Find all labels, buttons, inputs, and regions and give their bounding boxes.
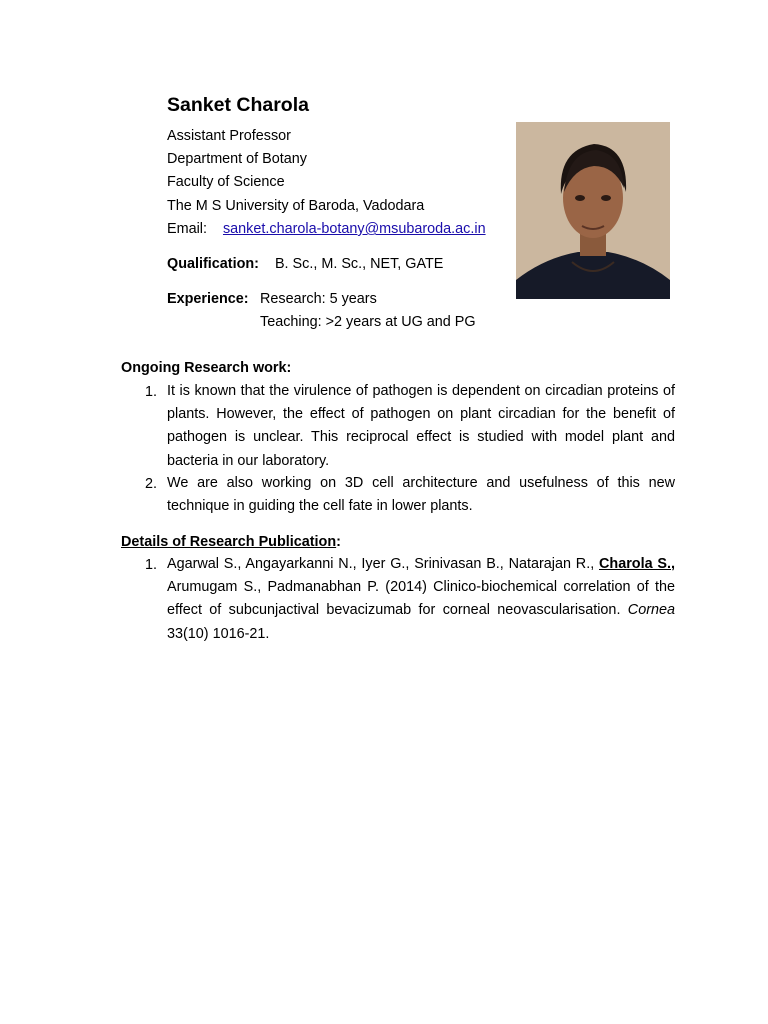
profile-photo bbox=[516, 122, 670, 299]
publications-heading: Details of Research Publication: bbox=[121, 534, 341, 550]
qualification-value: B. Sc., M. Sc., NET, GATE bbox=[274, 256, 444, 272]
publication-details: Arumugam S., Padmanabhan P. (2014) Clinico-biochemical correlation of the effect of subcunjactival bevacizumab for corneal neovascularisation. bbox=[167, 579, 675, 619]
faculty: Faculty of Science bbox=[167, 174, 285, 190]
journal-name: Cornea bbox=[627, 602, 675, 619]
email-link[interactable]: sanket.charola-botany@msubaroda.ac.in bbox=[222, 221, 486, 237]
experience-label: Experience: bbox=[167, 291, 249, 307]
qualification-row bbox=[167, 256, 443, 272]
publication-authors: Agarwal S., Angayarkanni N., Iyer G., Srinivasan B., Natarajan R., bbox=[167, 556, 600, 572]
department: Department of Botany bbox=[167, 151, 307, 167]
email-label: Email: bbox=[167, 221, 207, 237]
publication-citation: 33(10) 1016-21. bbox=[167, 625, 270, 642]
qualification-label: Qualification: bbox=[167, 256, 259, 272]
experience-research: Research: 5 years bbox=[260, 291, 377, 307]
publication-item-1-number: 1. bbox=[145, 557, 158, 573]
publication-item-1-text bbox=[167, 553, 675, 646]
university: The M S University of Baroda, Vadodara bbox=[167, 198, 425, 214]
research-item-2-text: We are also working on 3D cell architecture and usefulness of this new technique in guiding the cell fate in lower plants. bbox=[167, 475, 675, 515]
highlighted-author: Charola S., bbox=[599, 556, 675, 572]
experience-teaching: Teaching: >2 years at UG and PG bbox=[260, 314, 476, 330]
research-heading: Ongoing Research work: bbox=[121, 360, 292, 376]
research-item-1-number: 1. bbox=[145, 384, 158, 400]
research-item-2-number: 2. bbox=[145, 476, 158, 492]
page-title: Sanket Charola bbox=[167, 94, 309, 116]
email-row bbox=[167, 221, 486, 237]
designation: Assistant Professor bbox=[167, 128, 291, 144]
portrait-image bbox=[516, 122, 670, 299]
research-item-1-text: It is known that the virulence of pathogen is dependent on circadian proteins of plants. However, the effect of pathogen on plant circadian for the benefit of pathogen is unclear. This reciprocal effect is studied with model plant and bacteria in our laboratory. bbox=[167, 383, 675, 469]
